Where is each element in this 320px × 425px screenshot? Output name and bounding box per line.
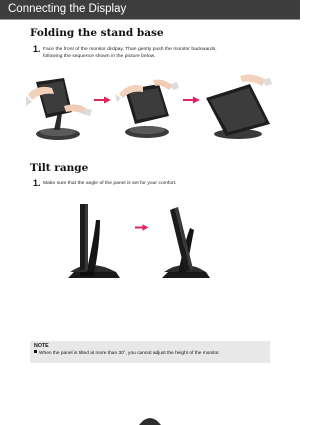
tilt-back-image xyxy=(156,204,212,284)
header-divider xyxy=(0,19,300,20)
step-number: 1. xyxy=(33,44,41,54)
section-title-folding: Folding the stand base xyxy=(30,27,164,39)
arrow-right-icon xyxy=(135,224,149,231)
page-tab-icon xyxy=(139,415,161,425)
note-text-row xyxy=(34,351,220,357)
tilt-upright-image xyxy=(60,198,124,284)
fold-step-3-image xyxy=(200,72,274,144)
step-text xyxy=(43,47,273,61)
note-title: NOTE xyxy=(34,343,49,349)
bullet-icon xyxy=(34,350,37,353)
step-text-line: following the sequence shown in the picture below. xyxy=(43,53,156,59)
page-header-title: Connecting the Display xyxy=(8,3,127,15)
step-number: 1. xyxy=(33,178,41,188)
page-header xyxy=(0,0,300,19)
section-title-tilt: Tilt range xyxy=(30,162,89,174)
fold-step-2-image xyxy=(113,76,181,140)
arrow-right-icon xyxy=(94,96,112,104)
note-text: When the panel is tilted at more than 30˚, you cannot adjust the height of the monitor. xyxy=(39,351,220,356)
arrow-right-icon xyxy=(183,96,201,104)
fold-step-1-image xyxy=(24,72,94,144)
step-text: Make sure that the angle of the panel is set for your comfort. xyxy=(43,181,177,186)
note-box xyxy=(30,341,270,363)
step-text-line: Face the front of the monitor dislpay. Than gently push the monitor backwards, xyxy=(43,47,217,52)
